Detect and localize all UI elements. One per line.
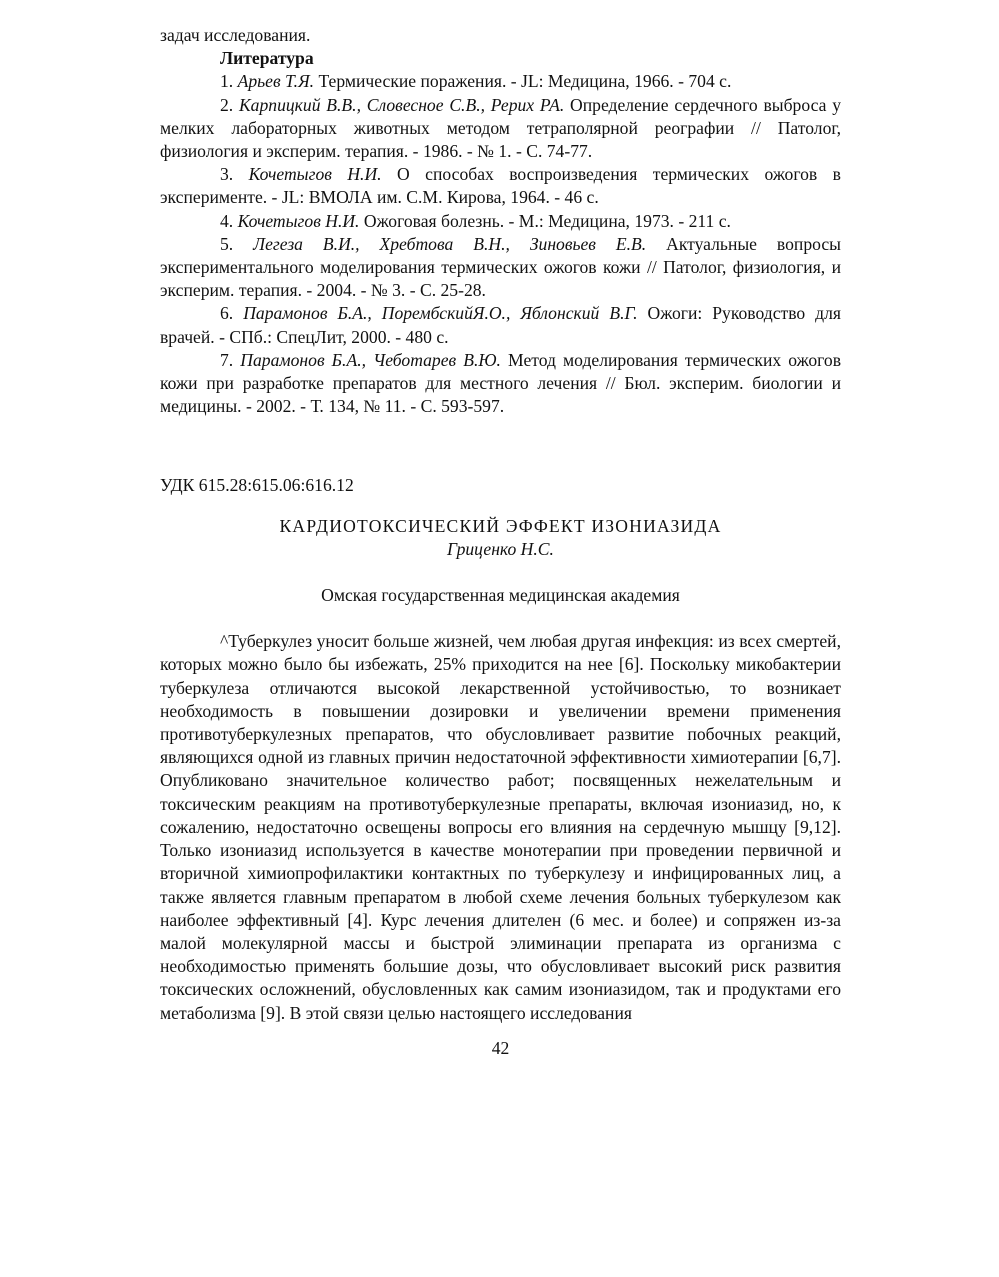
article-title: КАРДИОТОКСИЧЕСКИЙ ЭФФЕКТ ИЗОНИАЗИДА — [279, 515, 722, 536]
reference-item — [160, 349, 841, 419]
reference-item — [160, 233, 841, 303]
body-paragraph: ^Туберкулез уносит больше жизней, чем любая другая инфекция: из всех смертей, которых можно было бы избежать, 25% приходится на нее [6]. Поскольку микобактерии туберкулеза отличаются высокой лекарственной устойчивостью, то возникает необходимость в повышении дозировки и увеличении времени применения противотуберкулезных препаратов, что обусловливает развитие побочных реакций, являющихся одной из главных причин недостаточной эффективности химиотерапии [6,7]. Опубликовано значительное количество работ; посвященных нежелательным и токсическим реакциям на противотуберкулезные препараты, включая изониазид, но, к сожалению, недостаточно освещены вопросы его влияния на сердечную мышцу [9,12]. Только изониазид используется в качестве монотерапии при проведении первичной и вторичной химиопрофилактики контактных по туберкулезу и инфицированных лиц, а также является главным препаратом в любой схеме лечения больных туберкулезом как наиболее эффективный [4]. Курс лечения длителен (6 мес. и более) и сопряжен из-за малой молекулярной массы и быстрой элиминации препарата из организма с необходимостью применять большие дозы, что обусловливает высокий риск развития токсических осложнений, обусловленных как самим изониазидом, так и продуктами его метаболизма [9]. В этой связи целью настоящего исследования — [160, 631, 841, 1023]
reference-authors: Кочетыгов Н.И. — [248, 164, 382, 185]
document-page — [160, 24, 841, 1060]
udk-code: УДК 615.28:615.06:616.12 — [160, 475, 354, 496]
reference-item — [160, 94, 841, 164]
reference-text: Термические поражения. - JL: Медицина, 1966. - 704 с. — [318, 71, 732, 92]
reference-number: 4. — [220, 210, 234, 231]
reference-text: Актуальные вопросы экспериментального моделирования термических ожогов кожи // Патолог, физиология, и эксперим. терапия. - 2004. - № 3. - С. 25-28. — [160, 233, 841, 301]
reference-authors: Парамонов Б.А., ПорембскийЯ.О., Яблонский В.Г. — [243, 303, 638, 324]
reference-item — [160, 70, 841, 93]
literature-heading: Литература — [220, 48, 314, 69]
reference-text: Ожоговая болезнь. - М.: Медицина, 1973. - 211 с. — [363, 210, 731, 231]
reference-item — [160, 163, 841, 209]
reference-number: 3. — [220, 164, 234, 185]
affiliation: Омская государственная медицинская академия — [321, 585, 680, 606]
reference-authors: Легеза В.И., Хребтова В.Н., Зиновьев Е.В. — [253, 233, 647, 254]
reference-text: Определение сердечного выброса у мелких лабораторных животных методом тетраполярной реографии // Патолог, физиология и эксперим. терапия. - 1986. - № 1. - С. 74-77. — [160, 94, 841, 162]
reference-authors: Арьев Т.Я. — [237, 71, 315, 92]
reference-item — [160, 210, 841, 233]
reference-number: 7. — [220, 349, 234, 370]
reference-number: 2. — [220, 94, 234, 115]
reference-text: Ожоги: Руководство для врачей. - СПб.: СпецЛит, 2000. - 480 с. — [160, 303, 841, 347]
reference-authors: Кочетыгов Н.И. — [237, 210, 360, 231]
reference-number: 5. — [220, 233, 234, 254]
page-number: 42 — [491, 1037, 510, 1058]
reference-authors: Парамонов Б.А., Чеботарев В.Ю. — [240, 349, 501, 370]
reference-number: 6. — [220, 303, 234, 324]
reference-number: 1. — [220, 71, 234, 92]
reference-authors: Карпицкий В.В., Словесное С.В., Рерих РА. — [239, 94, 565, 115]
article-author: Гриценко Н.С. — [447, 538, 554, 559]
reference-list — [160, 70, 841, 418]
reference-text: О способах воспроизведения термических ожогов в эксперименте. - JL: ВМОЛА им. С.М. Кирова, 1964. - 46 с. — [160, 164, 841, 208]
reference-text: Метод моделирования термических ожогов кожи при разработке препаратов для местного лечения // Бюл. эксперим. биологии и медицины. - 2002. - Т. 134, № 11. - С. 593-597. — [160, 349, 842, 417]
reference-item — [160, 302, 841, 348]
continuation-line: задач исследования. — [160, 25, 311, 45]
